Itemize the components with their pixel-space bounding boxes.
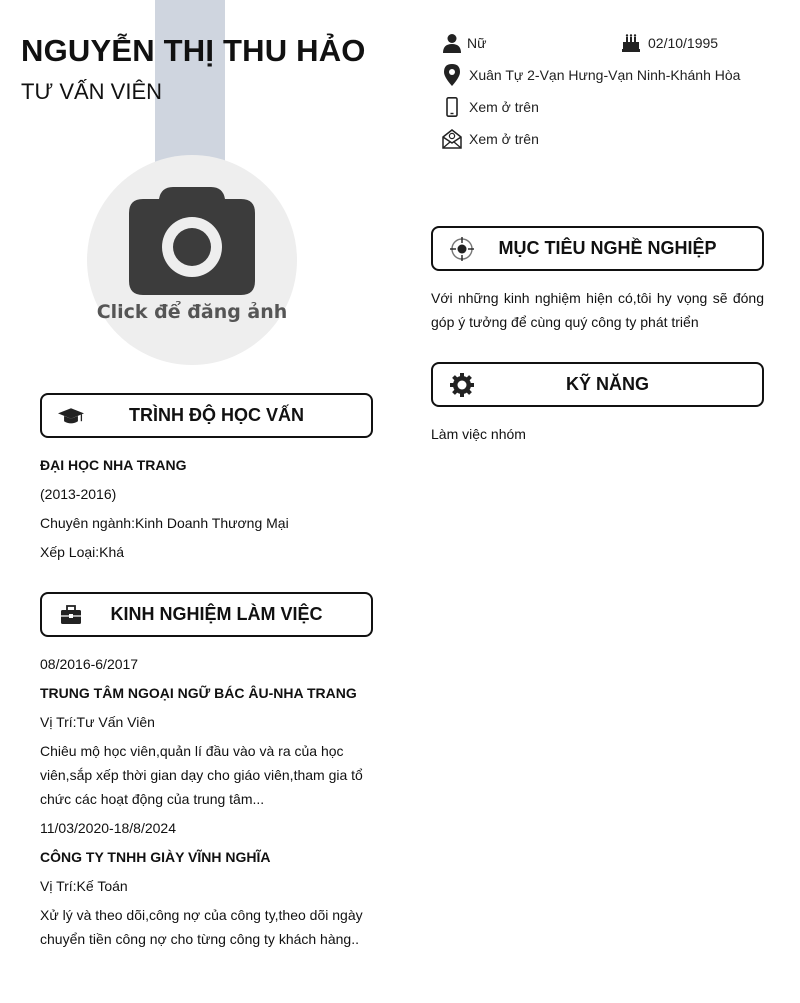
objective-title: MỤC TIÊU NGHỀ NGHIỆP (498, 238, 717, 258)
objective-text[interactable]: Với những kinh nghiệm hiện có,tôi hy vọng sẽ đóng góp ý tưởng để cùng quý công ty phát triển (431, 290, 764, 330)
job-company[interactable]: TRUNG TÂM NGOẠI NGỮ BÁC ÂU-NHA TRANG (40, 685, 357, 701)
objective-header (431, 226, 764, 271)
phone-icon (441, 96, 463, 118)
envelope-icon (441, 128, 463, 150)
job-period[interactable]: 11/03/2020-18/8/2024 (40, 820, 176, 836)
person-icon (441, 32, 463, 54)
birthdate-value[interactable]: 02/10/1995 (648, 35, 719, 51)
target-icon (449, 237, 475, 261)
skills-header (431, 362, 764, 407)
skill-item[interactable]: Làm việc nhóm (431, 426, 526, 442)
job-description[interactable]: Xử lý và theo dõi,công nợ của công ty,theo dõi ngày chuyển tiền công nợ cho từng công ty khách hàng.. (40, 907, 363, 947)
camera-icon (129, 185, 255, 295)
gear-icon (449, 373, 475, 397)
education-school[interactable]: ĐẠI HỌC NHA TRANG (40, 457, 187, 473)
candidate-name[interactable]: NGUYỄN THỊ THU HẢO (21, 33, 366, 68)
skills-title: KỸ NĂNG (565, 374, 649, 394)
phone-value[interactable]: Xem ở trên (469, 99, 539, 115)
gender-row (441, 32, 486, 54)
phone-row (441, 96, 539, 118)
photo-upload-label: Click để đăng ảnh (96, 301, 288, 323)
address-value[interactable]: Xuân Tự 2-Vạn Hưng-Vạn Ninh-Khánh Hòa (469, 67, 741, 83)
email-row (441, 128, 539, 150)
education-header (40, 393, 373, 438)
map-pin-icon (441, 64, 463, 86)
job-period[interactable]: 08/2016-6/2017 (40, 656, 139, 672)
email-value[interactable]: Xem ở trên (469, 131, 539, 147)
job-position[interactable]: Vị Trí:Tư Vấn Viên (40, 714, 155, 730)
graduation-cap-icon (58, 404, 84, 428)
gender-value[interactable]: Nữ (467, 35, 487, 51)
briefcase-icon (58, 603, 84, 627)
photo-upload[interactable] (87, 155, 297, 365)
experience-title: KINH NGHIỆM LÀM VIỆC (110, 604, 323, 624)
experience-header (40, 592, 373, 637)
education-title: TRÌNH ĐỘ HỌC VẤN (129, 405, 304, 425)
education-grade[interactable]: Xếp Loại:Khá (40, 544, 125, 560)
education-years[interactable]: (2013-2016) (40, 486, 117, 502)
job-description[interactable]: Chiêu mộ học viên,quản lí đầu vào và ra của học viên,sắp xếp thời gian dạy cho giáo viên,tham gia tổ chức các hoạt động của trung tâm... (40, 743, 363, 807)
birthdate-row (620, 32, 718, 54)
job-company[interactable]: CÔNG TY TNHH GIÀY VĨNH NGHĨA (40, 849, 271, 865)
address-row (441, 64, 740, 86)
job-position[interactable]: Vị Trí:Kế Toán (40, 878, 128, 894)
accent-bar (155, 0, 225, 165)
cake-icon (620, 32, 642, 54)
candidate-title[interactable]: TƯ VẤN VIÊN (21, 79, 163, 104)
education-major[interactable]: Chuyên ngành:Kinh Doanh Thương Mại (40, 515, 289, 531)
